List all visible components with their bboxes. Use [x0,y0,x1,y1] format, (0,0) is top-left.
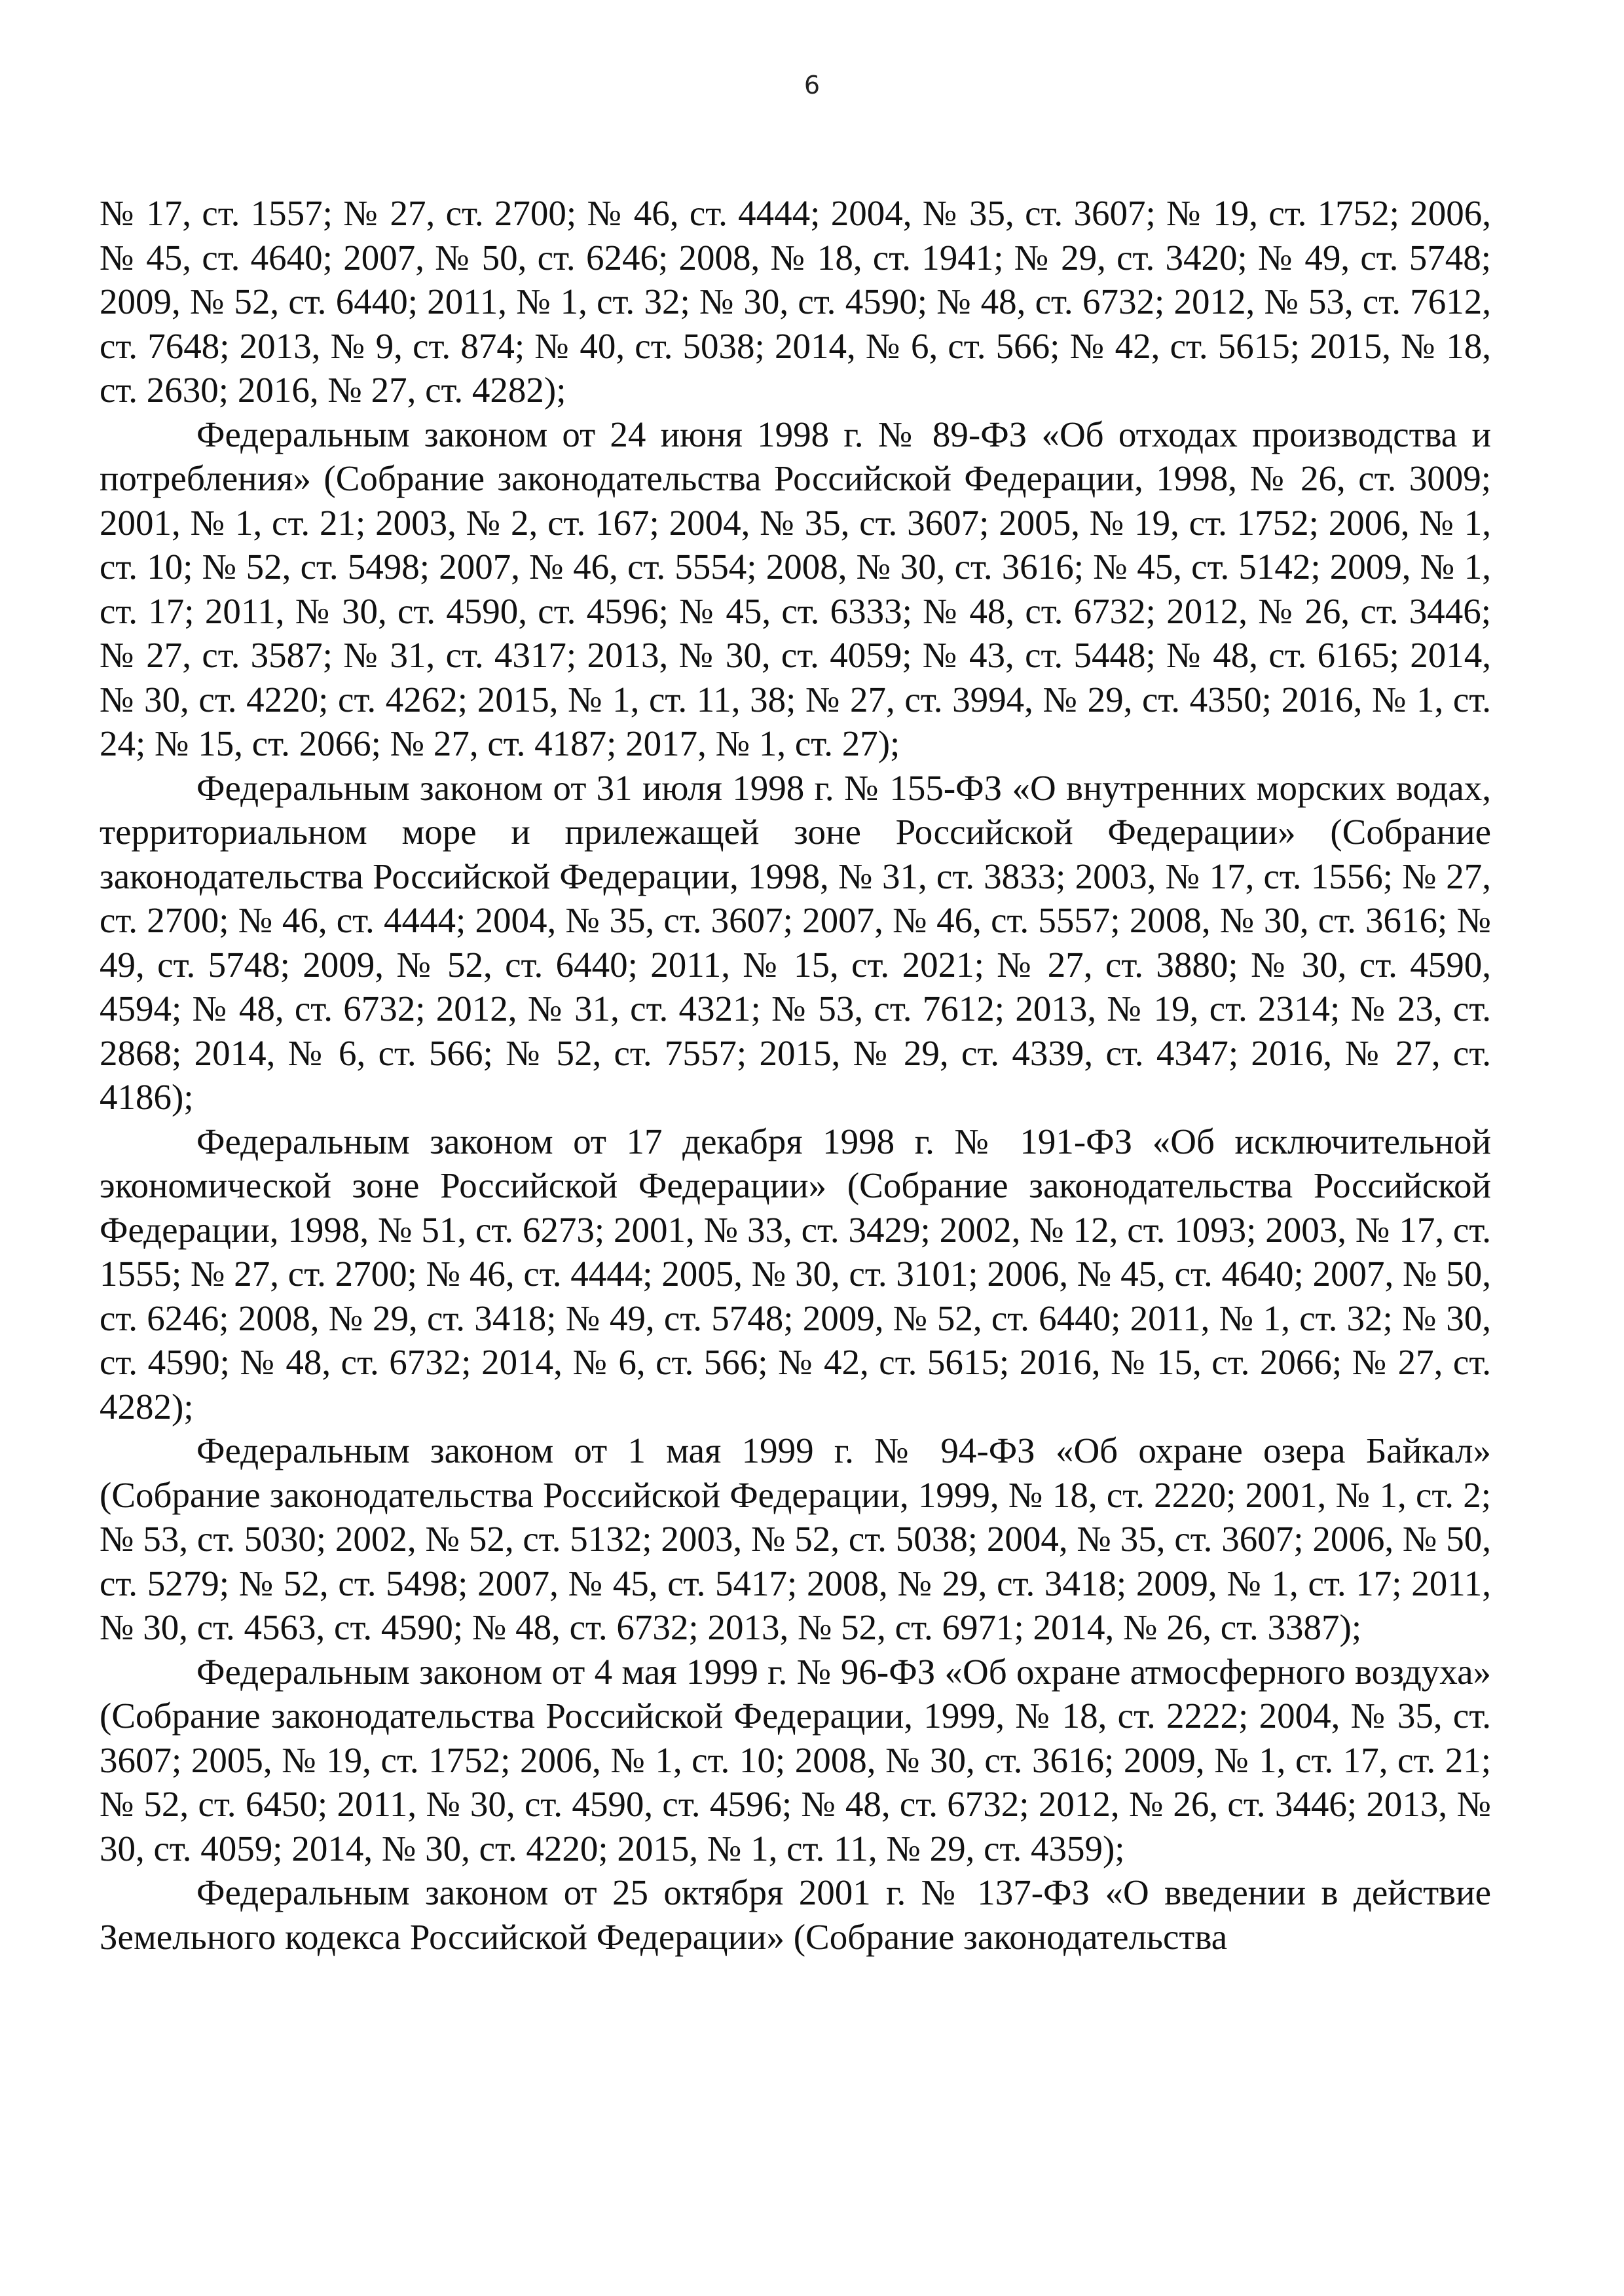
page-number: 6 [803,71,821,100]
paragraph-law-96-fz: Федеральным законом от 4 мая 1999 г. № 96-ФЗ «Об охране атмосферного воздуха» (Собрание законодательства Российской Федерации, 1999, № 18, ст. 2222; 2004, № 35, ст. 3607; 2005, № 19, ст. 1752; 2006, № 1, ст. 10; 2008, № 30, ст. 3616; 2009, № 1, ст. 17, ст. 21; № 52, ст. 6450; 2011, № 30, ст. 4590, ст. 4596; № 48, ст. 6732; 2012, № 26, ст. 3446; 2013, № 30, ст. 4059; 2014, № 30, ст. 4220; 2015, № 1, ст. 11, № 29, ст. 4359); [100,1651,1491,1868]
paragraph-continuation: № 17, ст. 1557; № 27, ст. 2700; № 46, ст. 4444; 2004, № 35, ст. 3607; № 19, ст. 1752; 2006, № 45, ст. 4640; 2007, № 50, ст. 6246; 2008, № 18, ст. 1941; № 29, ст. 3420; № 49, ст. 5748; 2009, № 52, ст. 6440; 2011, № 1, ст. 32; № 30, ст. 4590; № 48, ст. 6732; 2012, № 53, ст. 7612, ст. 7648; 2013, № 9, ст. 874; № 40, ст. 5038; 2014, № 6, ст. 566; № 42, ст. 5615; 2015, № 18, ст. 2630; 2016, № 27, ст. 4282); [100,193,1491,410]
paragraph-law-137-fz: Федеральным законом от 25 октября 2001 г. № 137-ФЗ «О введении в действие Земельного кодекса Российской Федерации» (Собрание законодательства [100,1872,1491,1957]
paragraph-law-155-fz: Федеральным законом от 31 июля 1998 г. № 155-ФЗ «О внутренних морских водах, территориальном море и прилежащей зоне Российской Федерации» (Собрание законодательства Российской Федерации, 1998, № 31, ст. 3833; 2003, № 17, ст. 1556; № 27, ст. 2700; № 46, ст. 4444; 2004, № 35, ст. 3607; 2007, № 46, ст. 5557; 2008, № 30, ст. 3616; № 49, ст. 5748; 2009, № 52, ст. 6440; 2011, № 15, ст. 2021; № 27, ст. 3880; № 30, ст. 4590, 4594; № 48, ст. 6732; 2012, № 31, ст. 4321; № 53, ст. 7612; 2013, № 19, ст. 2314; № 23, ст. 2868; 2014, № 6, ст. 566; № 52, ст. 7557; 2015, № 29, ст. 4339, ст. 4347; 2016, № 27, ст. 4186); [100,767,1491,1117]
paragraph-law-89-fz: Федеральным законом от 24 июня 1998 г. № 89-ФЗ «Об отходах производства и потребления» (Собрание законодательства Российской Федерации, 1998, № 26, ст. 3009; 2001, № 1, ст. 21; 2003, № 2, ст. 167; 2004, № 35, ст. 3607; 2005, № 19, ст. 1752; 2006, № 1, ст. 10; № 52, ст. 5498; 2007, № 46, ст. 5554; 2008, № 30, ст. 3616; № 45, ст. 5142; 2009, № 1, ст. 17; 2011, № 30, ст. 4590, ст. 4596; № 45, ст. 6333; № 48, ст. 6732; 2012, № 26, ст. 3446; № 27, ст. 3587; № 31, ст. 4317; 2013, № 30, ст. 4059; № 43, ст. 5448; № 48, ст. 6165; 2014, № 30, ст. 4220; ст. 4262; 2015, № 1, ст. 11, 38; № 27, ст. 3994, № 29, ст. 4350; 2016, № 1, ст. 24; № 15, ст. 2066; № 27, ст. 4187; 2017, № 1, ст. 27); [100,414,1491,763]
paragraph-law-94-fz: Федеральным законом от 1 мая 1999 г. № 94-ФЗ «Об охране озера Байкал» (Собрание законодательства Российской Федерации, 1999, № 18, ст. 2220; 2001, № 1, ст. 2; № 53, ст. 5030; 2002, № 52, ст. 5132; 2003, № 52, ст. 5038; 2004, № 35, ст. 3607; 2006, № 50, ст. 5279; № 52, ст. 5498; 2007, № 45, ст. 5417; 2008, № 29, ст. 3418; 2009, № 1, ст. 17; 2011, № 30, ст. 4563, ст. 4590; № 48, ст. 6732; 2013, № 52, ст. 6971; 2014, № 26, ст. 3387); [100,1430,1491,1647]
document-body [100,191,1491,1959]
paragraph-law-191-fz: Федеральным законом от 17 декабря 1998 г. № 191-ФЗ «Об исключительной экономической зоне Российской Федерации» (Собрание законодательства Российской Федерации, 1998, № 51, ст. 6273; 2001, № 33, ст. 3429; 2002, № 12, ст. 1093; 2003, № 17, ст. 1555; № 27, ст. 2700; № 46, ст. 4444; 2005, № 30, ст. 3101; 2006, № 45, ст. 4640; 2007, № 50, ст. 6246; 2008, № 29, ст. 3418; № 49, ст. 5748; 2009, № 52, ст. 6440; 2011, № 1, ст. 32; № 30, ст. 4590; № 48, ст. 6732; 2014, № 6, ст. 566; № 42, ст. 5615; 2016, № 15, ст. 2066; № 27, ст. 4282); [100,1121,1491,1427]
